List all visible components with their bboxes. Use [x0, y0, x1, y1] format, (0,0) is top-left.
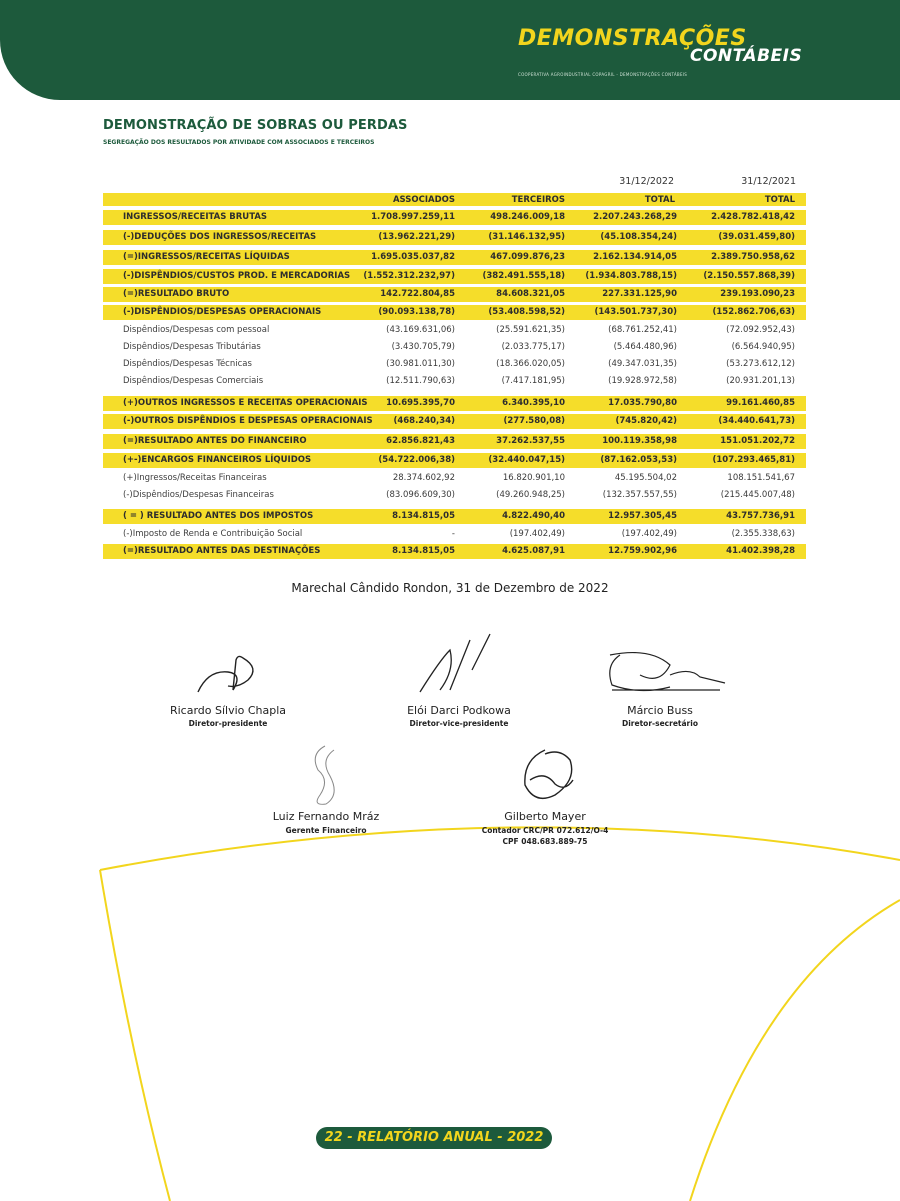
row-value: (745.820,42): [615, 416, 677, 426]
signature-buss: [600, 645, 730, 700]
table-row: [103, 357, 806, 372]
row-value: 8.134.815,05: [392, 511, 455, 521]
table-row: [103, 396, 806, 411]
row-value: (2.150.557.868,39): [703, 271, 795, 281]
row-value: (197.402,49): [509, 529, 565, 539]
row-value: 12.957.305,45: [608, 511, 677, 521]
signer-name: Gilberto Mayer: [504, 810, 586, 823]
table-row: [103, 305, 806, 320]
row-label: (=)INGRESSOS/RECEITAS LÍQUIDAS: [123, 252, 290, 262]
row-value: 62.856.821,43: [386, 436, 455, 446]
row-value: (53.273.612,12): [726, 359, 795, 369]
row-value: 498.246.009,18: [490, 212, 565, 222]
row-value: (13.962.221,29): [378, 232, 455, 242]
table-row: [103, 210, 806, 225]
table-row: [103, 230, 806, 245]
header-title-2: CONTÁBEIS: [690, 46, 803, 66]
row-value: (1.934.803.788,15): [585, 271, 677, 281]
row-label: (+)Ingressos/Receitas Financeiras: [123, 473, 267, 483]
row-value: 1.695.035.037,82: [371, 252, 455, 262]
table-row: [103, 488, 806, 503]
row-label: (+)OUTROS INGRESSOS E RECEITAS OPERACIONAIS: [123, 398, 368, 408]
table-row: [103, 287, 806, 302]
signature-mayer: [515, 740, 585, 810]
row-value: (45.108.354,24): [600, 232, 677, 242]
row-value: 100.119.358,98: [602, 436, 677, 446]
row-value: (43.169.631,06): [386, 325, 455, 335]
row-value: (34.440.641,73): [718, 416, 795, 426]
date-2021: 31/12/2021: [741, 176, 796, 187]
table-row: [103, 323, 806, 338]
row-value: (277.580,08): [503, 416, 565, 426]
row-value: (19.928.972,58): [608, 376, 677, 386]
row-value: (39.031.459,80): [718, 232, 795, 242]
row-label: (=)RESULTADO BRUTO: [123, 289, 230, 299]
row-label: (-)Imposto de Renda e Contribuição Social: [123, 529, 303, 539]
table-row: [103, 250, 806, 265]
row-label: (-)OUTROS DISPÊNDIOS E DESPESAS OPERACIONAIS: [123, 416, 373, 426]
col-total-2022: TOTAL: [644, 195, 675, 205]
row-label: (-)DISPÊNDIOS/DESPESAS OPERACIONAIS: [123, 307, 322, 317]
row-value: 43.757.736,91: [726, 511, 795, 521]
row-label: ( = ) RESULTADO ANTES DOS IMPOSTOS: [123, 511, 314, 521]
row-value: 4.625.087,91: [502, 546, 565, 556]
document-title: DEMONSTRAÇÃO DE SOBRAS OU PERDAS: [103, 118, 408, 133]
row-value: 227.331.125,90: [602, 289, 677, 299]
row-value: 2.162.134.914,05: [593, 252, 677, 262]
col-terceiros: TERCEIROS: [511, 195, 565, 205]
row-value: (25.591.621,35): [496, 325, 565, 335]
place-date: Marechal Cândido Rondon, 31 de Dezembro de 2022: [291, 581, 609, 595]
row-label: INGRESSOS/RECEITAS BRUTAS: [123, 212, 268, 222]
signer-role: Contador CRC/PR 072.612/O-4: [481, 826, 609, 835]
row-value: (31.146.132,95): [488, 232, 565, 242]
signer-name: Márcio Buss: [627, 704, 693, 717]
row-value: (54.722.006,38): [378, 455, 455, 465]
row-value: (12.511.790,63): [386, 376, 455, 386]
signer-role: Gerente Financeiro: [285, 826, 367, 835]
table-row: [103, 269, 806, 284]
signature-mraz: [300, 740, 350, 810]
row-label: (-)DISPÊNDIOS/CUSTOS PROD. E MERCADORIAS: [123, 271, 351, 281]
table-row: [103, 471, 806, 486]
row-value: 17.035.790,80: [608, 398, 677, 408]
row-value: 2.428.782.418,42: [711, 212, 795, 222]
row-value: (2.355.338,63): [731, 529, 795, 539]
row-value: 2.389.750.958,62: [711, 252, 795, 262]
table-row: [103, 509, 806, 524]
page-number: 22: [324, 1130, 343, 1145]
row-value: (143.501.737,30): [594, 307, 677, 317]
row-value: (18.366.020,05): [496, 359, 565, 369]
table-row: [103, 374, 806, 389]
row-value: (5.464.480,96): [613, 342, 677, 352]
row-value: (382.491.555,18): [482, 271, 565, 281]
signer-name: Luiz Fernando Mráz: [272, 810, 380, 823]
row-value: (30.981.011,30): [386, 359, 455, 369]
table-row: [103, 434, 806, 449]
row-value: (49.347.031,35): [608, 359, 677, 369]
row-label: (-)DEDUÇÕES DOS INGRESSOS/RECEITAS: [123, 232, 317, 242]
row-value: 41.402.398,28: [726, 546, 795, 556]
row-value: 28.374.602,92: [392, 473, 455, 483]
row-label: (=)RESULTADO ANTES DO FINANCEIRO: [123, 436, 307, 446]
row-value: 37.262.537,55: [496, 436, 565, 446]
row-value: 4.822.490,40: [502, 511, 565, 521]
row-value: 8.134.815,05: [392, 546, 455, 556]
row-value: 239.193.090,23: [720, 289, 795, 299]
row-label: (+-)ENCARGOS FINANCEIROS LÍQUIDOS: [123, 455, 312, 465]
row-value: (6.564.940,95): [731, 342, 795, 352]
signature-chapla: [188, 650, 268, 700]
row-value: (2.033.775,17): [501, 342, 565, 352]
row-value: (49.260.948,25): [496, 490, 565, 500]
date-2022: 31/12/2022: [619, 176, 674, 187]
row-value: 12.759.902,96: [608, 546, 677, 556]
row-value: (83.096.609,30): [386, 490, 455, 500]
footer-page-label: [316, 1127, 552, 1149]
row-value: -: [451, 529, 455, 539]
row-value: 151.051.202,72: [720, 436, 795, 446]
row-value: (107.293.465,81): [712, 455, 795, 465]
row-value: 142.722.804,85: [380, 289, 455, 299]
row-label: (=)RESULTADO ANTES DAS DESTINAÇÕES: [123, 546, 321, 556]
signer-role: Diretor-presidente: [188, 719, 268, 728]
row-value: (132.357.557,55): [602, 490, 677, 500]
row-value: (87.162.053,53): [600, 455, 677, 465]
row-value: (3.430.705,79): [391, 342, 455, 352]
signer-cpf: CPF 048.683.889-75: [502, 837, 588, 846]
document-subtitle: SEGREGAÇÃO DOS RESULTADOS POR ATIVIDADE COM ASSOCIADOS E TERCEIROS: [103, 139, 375, 146]
row-value: (90.093.138,78): [378, 307, 455, 317]
row-value: 6.340.395,10: [502, 398, 565, 408]
row-value: (152.862.706,63): [712, 307, 795, 317]
row-value: (72.092.952,43): [726, 325, 795, 335]
row-label: Dispêndios/Despesas Técnicas: [123, 359, 252, 369]
row-label: Dispêndios/Despesas com pessoal: [123, 325, 270, 335]
table-row: [103, 544, 806, 559]
row-value: (68.761.252,41): [608, 325, 677, 335]
footer-report-label: - RELATÓRIO ANUAL - 2022: [342, 1130, 544, 1145]
table-row: [103, 453, 806, 468]
row-value: 45.195.504,02: [614, 473, 677, 483]
col-total-2021: TOTAL: [764, 195, 795, 205]
header-subtitle: COOPERATIVA AGROINDUSTRIAL COPAGRIL - DEMONSTRAÇÕES CONTÁBEIS: [518, 72, 688, 77]
row-value: (53.408.598,52): [488, 307, 565, 317]
row-value: 2.207.243.268,29: [593, 212, 677, 222]
row-value: (197.402,49): [621, 529, 677, 539]
table-row: [103, 340, 806, 355]
row-value: (215.445.007,48): [720, 490, 795, 500]
row-value: 1.708.997.259,11: [371, 212, 455, 222]
row-value: (1.552.312.232,97): [363, 271, 455, 281]
table-row: [103, 527, 806, 542]
row-value: 84.608.321,05: [496, 289, 565, 299]
table-row: [103, 414, 806, 429]
col-associados: ASSOCIADOS: [392, 195, 455, 205]
row-value: 10.695.395,70: [386, 398, 455, 408]
row-value: (7.417.181,95): [501, 376, 565, 386]
row-label: (-)Dispêndios/Despesas Financeiras: [123, 490, 274, 500]
row-label: Dispêndios/Despesas Tributárias: [123, 342, 261, 352]
signer-name: Elói Darci Podkowa: [407, 704, 511, 717]
row-value: (468.240,34): [393, 416, 455, 426]
header-title: DEMONSTRAÇÕES: [518, 26, 747, 51]
row-value: 99.161.460,85: [726, 398, 795, 408]
signature-podkowa: [410, 630, 510, 700]
row-value: (20.931.201,13): [726, 376, 795, 386]
row-value: 16.820.901,10: [502, 473, 565, 483]
row-label: Dispêndios/Despesas Comerciais: [123, 376, 264, 386]
signer-name: Ricardo Sílvio Chapla: [169, 704, 287, 717]
signer-role: Diretor-secretário: [622, 719, 698, 728]
signer-role: Diretor-vice-presidente: [409, 719, 509, 728]
row-value: (32.440.047,15): [488, 455, 565, 465]
row-value: 467.099.876,23: [490, 252, 565, 262]
row-value: 108.151.541,67: [727, 473, 795, 483]
